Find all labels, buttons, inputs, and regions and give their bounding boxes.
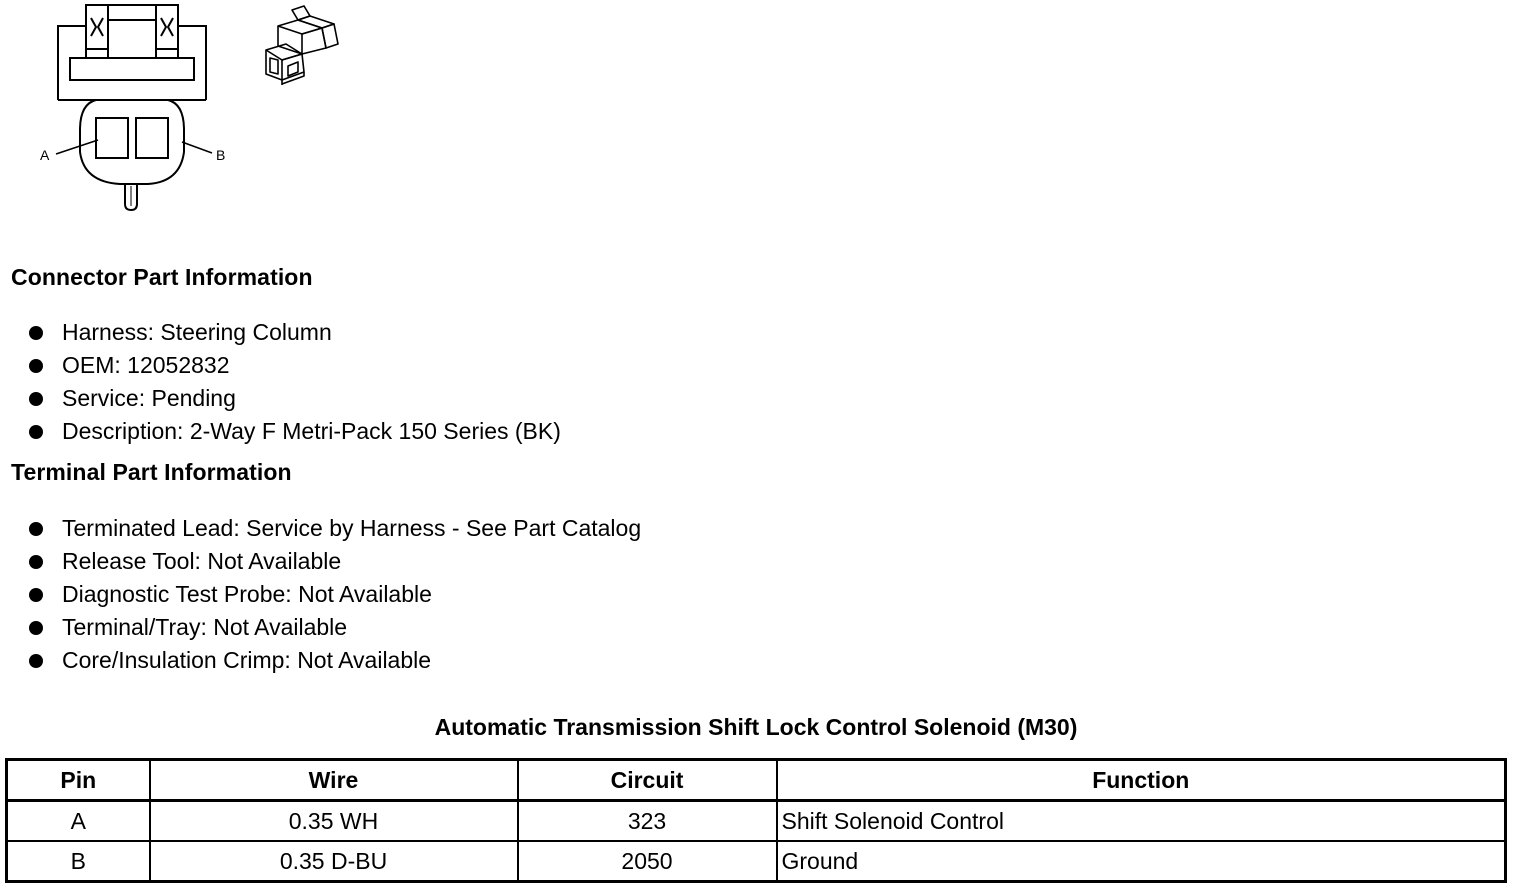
bullet-icon (29, 588, 43, 602)
bullet-icon (29, 326, 43, 340)
list-item-text: Release Tool: Not Available (62, 548, 342, 574)
list-item-text: Service: Pending (62, 385, 236, 411)
list-item-text: OEM: 12052832 (62, 352, 230, 378)
connector-isometric-diagram (258, 2, 344, 86)
list-item (28, 644, 641, 677)
connector-part-info-list (28, 316, 561, 448)
list-item-text: Diagnostic Test Probe: Not Available (62, 581, 432, 607)
cell-circuit: 2050 (518, 841, 777, 882)
list-item-text: Terminal/Tray: Not Available (62, 614, 348, 640)
pinout-table (5, 758, 1507, 883)
table-title: Automatic Transmission Shift Lock Control Solenoid (M30) (434, 714, 1078, 740)
column-header-wire: Wire (150, 760, 518, 801)
column-header-pin: Pin (7, 760, 150, 801)
bullet-icon (29, 392, 43, 406)
cell-function: Shift Solenoid Control (777, 801, 1506, 842)
list-item (28, 316, 561, 349)
terminal-part-info-heading: Terminal Part Information (11, 459, 292, 485)
bullet-icon (29, 359, 43, 373)
list-item-text: Core/Insulation Crimp: Not Available (62, 647, 432, 673)
cell-wire: 0.35 D-BU (150, 841, 518, 882)
list-item (28, 349, 561, 382)
list-item-text: Terminated Lead: Service by Harness - See Part Catalog (62, 515, 642, 541)
bullet-icon (29, 522, 43, 536)
table-row (7, 801, 1506, 842)
column-header-function: Function (777, 760, 1506, 801)
connector-face-diagram (36, 0, 236, 215)
list-item-text: Harness: Steering Column (62, 319, 332, 345)
bullet-icon (29, 621, 43, 635)
list-item (28, 382, 561, 415)
pin-label-b: B (216, 147, 226, 163)
terminal-part-info-list (28, 512, 641, 677)
cell-circuit: 323 (518, 801, 777, 842)
bullet-icon (29, 654, 43, 668)
column-header-circuit: Circuit (518, 760, 777, 801)
connector-part-info-heading: Connector Part Information (11, 264, 313, 290)
list-item-text: Description: 2-Way F Metri-Pack 150 Series (BK) (62, 418, 561, 444)
list-item (28, 611, 641, 644)
bullet-icon (29, 425, 43, 439)
cell-function: Ground (777, 841, 1506, 882)
bullet-icon (29, 555, 43, 569)
cell-wire: 0.35 WH (150, 801, 518, 842)
list-item (28, 415, 561, 448)
cell-pin: A (7, 801, 150, 842)
table-row (7, 841, 1506, 882)
table-header-row (7, 760, 1506, 801)
list-item (28, 578, 641, 611)
cell-pin: B (7, 841, 150, 882)
list-item (28, 512, 641, 545)
list-item (28, 545, 641, 578)
pin-label-a: A (40, 147, 50, 163)
